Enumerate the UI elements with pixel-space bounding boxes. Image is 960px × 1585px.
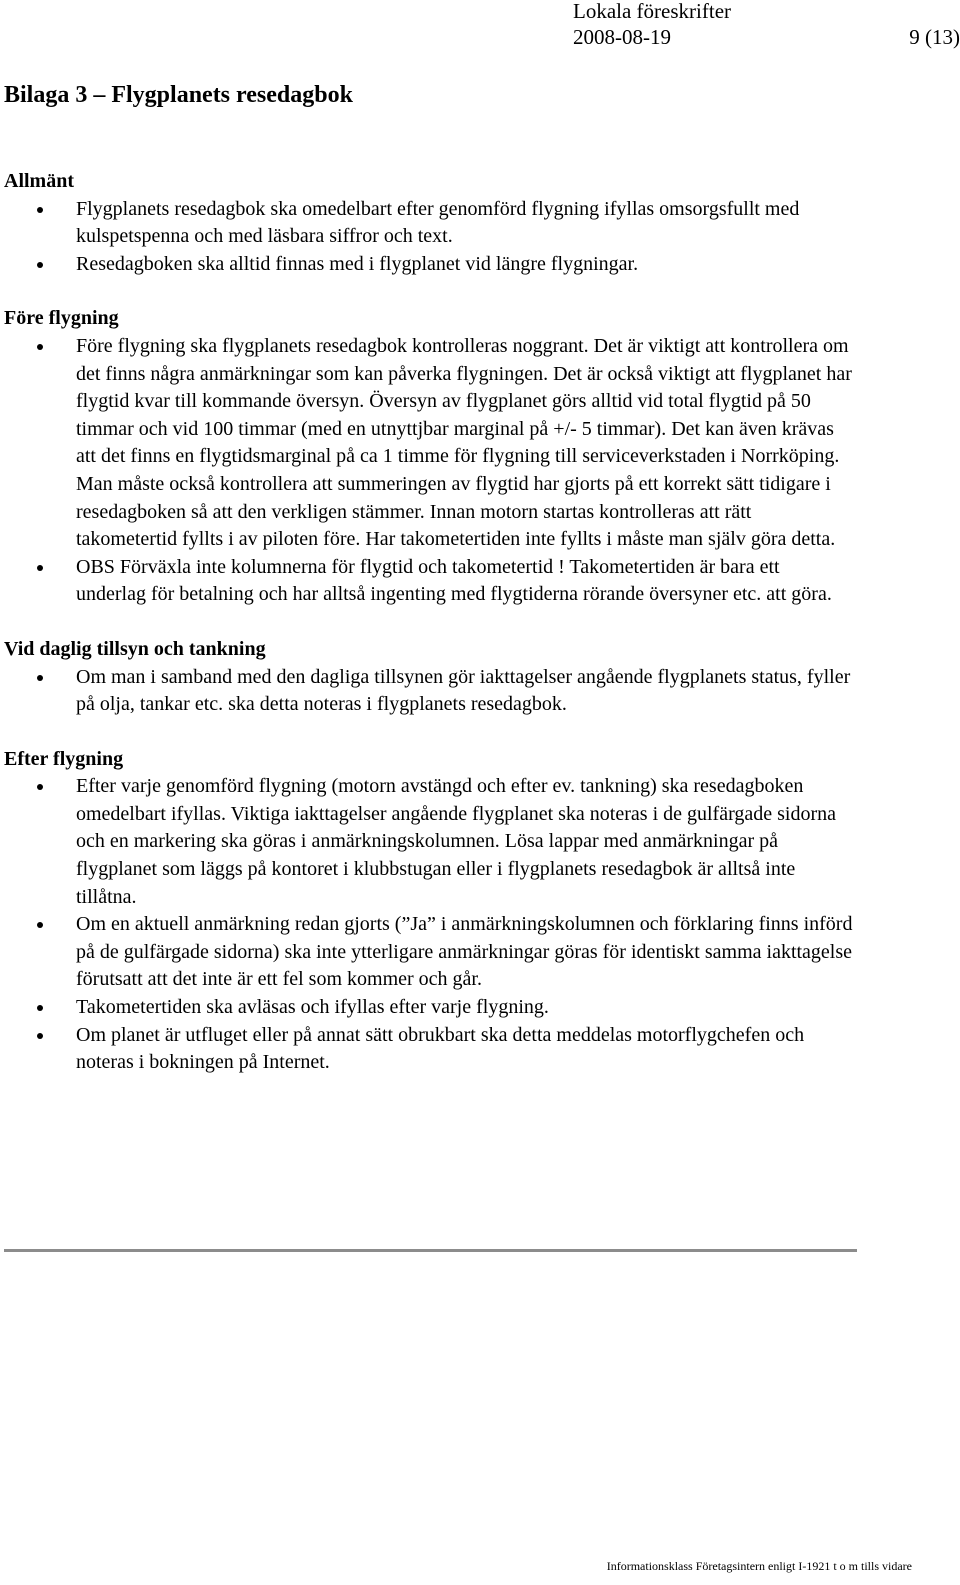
list-item-text: Före flygning ska flygplanets resedagbok kontrolleras noggrant. Det är viktigt att kontrollera om det finns några anmärkningar som kan påverka flygningen. Det är också viktigt att flygplanet har flygtid kvar till kommande översyn. Översyn av flygplanet görs alltid vid total flygtid på 50 timmar och vid 100 timmar (med en utnyttjbar marginal på +/- 5 timmar). Det kan även krävas att det finns en flygtidsmarginal på ca 1 timme för flygning till serviceverkstaden i Norrköping. Man måste också kontrollera att summeringen av flygtid har gjorts på ett korrekt sätt tidigare i resedagboken så att den verkligen stämmer. Innan motorn startas kontrolleras att rätt takometertid fyllts i av piloten före. Har takometertiden inte fyllts i måste man själv göra detta. (76, 334, 852, 551)
list-item-text: OBS Förväxla inte kolumnerna för flygtid och takometertid ! Takometertiden är bara ett underlag för betalning och har alltså ingenting med flygtiderna rörande översyner etc. att göra. (76, 555, 832, 606)
list-item (4, 773, 854, 911)
section-heading: Före flygning (4, 307, 119, 330)
bullet-icon (37, 565, 43, 571)
header-date: 2008-08-19 (573, 25, 671, 49)
bullet-list (4, 333, 854, 609)
bullet-icon (37, 1033, 43, 1039)
bullet-icon (37, 1005, 43, 1011)
section-daglig-tillsyn (4, 636, 854, 719)
bullet-icon (37, 262, 43, 268)
section-heading: Efter flygning (4, 747, 124, 770)
section-heading: Allmänt (4, 170, 74, 192)
list-item-text: Resedagboken ska alltid finnas med i flygplanet vid längre flygningar. (76, 252, 639, 275)
bullet-list (4, 664, 854, 719)
list-item (4, 333, 854, 554)
bullet-icon (37, 344, 43, 350)
list-item-text: Om planet är utfluget eller på annat sätt obrukbart ska detta meddelas motorflygchefen och noteras i bokningen på Internet. (76, 1023, 805, 1074)
section-allmant (4, 168, 854, 278)
list-item-text: Efter varje genomförd flygning (motorn avstängd och efter ev. tankning) ska resedagboken omedelbart ifyllas. Viktiga iakttagelser angående flygplanet ska noteras i de gulfärgade sidorna och en markering ska göras i anmärkningskolumnen. Lösa lappar med anmärkningar på flygplanet som läggs på kontoret i klubbstugan eller i flygplanets resedagbok är alltså inte tillåtna. (76, 775, 837, 908)
list-item-text: Takometertiden ska avläsas och ifyllas efter varje flygning. (76, 996, 549, 1019)
section-efter-flygning (4, 746, 854, 1077)
divider (4, 1249, 857, 1252)
section-heading: Vid daglig tillsyn och tankning (4, 637, 266, 660)
document-body (4, 168, 854, 1077)
bullet-icon (37, 207, 43, 213)
list-item (4, 1022, 854, 1077)
section-fore-flygning (4, 305, 854, 609)
bullet-list (4, 196, 854, 279)
list-item (4, 196, 854, 251)
document-title: Bilaga 3 – Flygplanets resedagbok (4, 82, 353, 108)
list-item-text: Om en aktuell anmärkning redan gjorts (”Ja” i anmärkningskolumnen och förklaring finns införd på de gulfärgade sidorna) ska inte ytterligare anmärkningar göras för identiskt samma iakttagelse förutsatt att det inte är ett fel som kommer och går. (76, 913, 853, 991)
header-page-number: 9 (13) (909, 25, 960, 49)
bullet-icon (37, 675, 43, 681)
header-org: Lokala föreskrifter (573, 0, 732, 23)
list-item-text: Om man i samband med den dagliga tillsynen gör iakttagelser angående flygplanets status, fyller på olja, tankar etc. ska detta noteras i flygplanets resedagbok. (76, 665, 851, 716)
list-item (4, 911, 854, 994)
list-item-text: Flygplanets resedagbok ska omedelbart efter genomförd flygning ifyllas omsorgsfullt med kulspetspenna och med läsbara siffror och text. (76, 197, 800, 248)
bullet-list (4, 773, 854, 1077)
list-item (4, 664, 854, 719)
bullet-icon (37, 922, 43, 928)
list-item (4, 554, 854, 609)
bullet-icon (37, 784, 43, 790)
footer-classification: Informationsklass Företagsintern enligt I-1921 t o m tills vidare (606, 1559, 912, 1573)
list-item (4, 994, 854, 1022)
list-item (4, 251, 854, 279)
